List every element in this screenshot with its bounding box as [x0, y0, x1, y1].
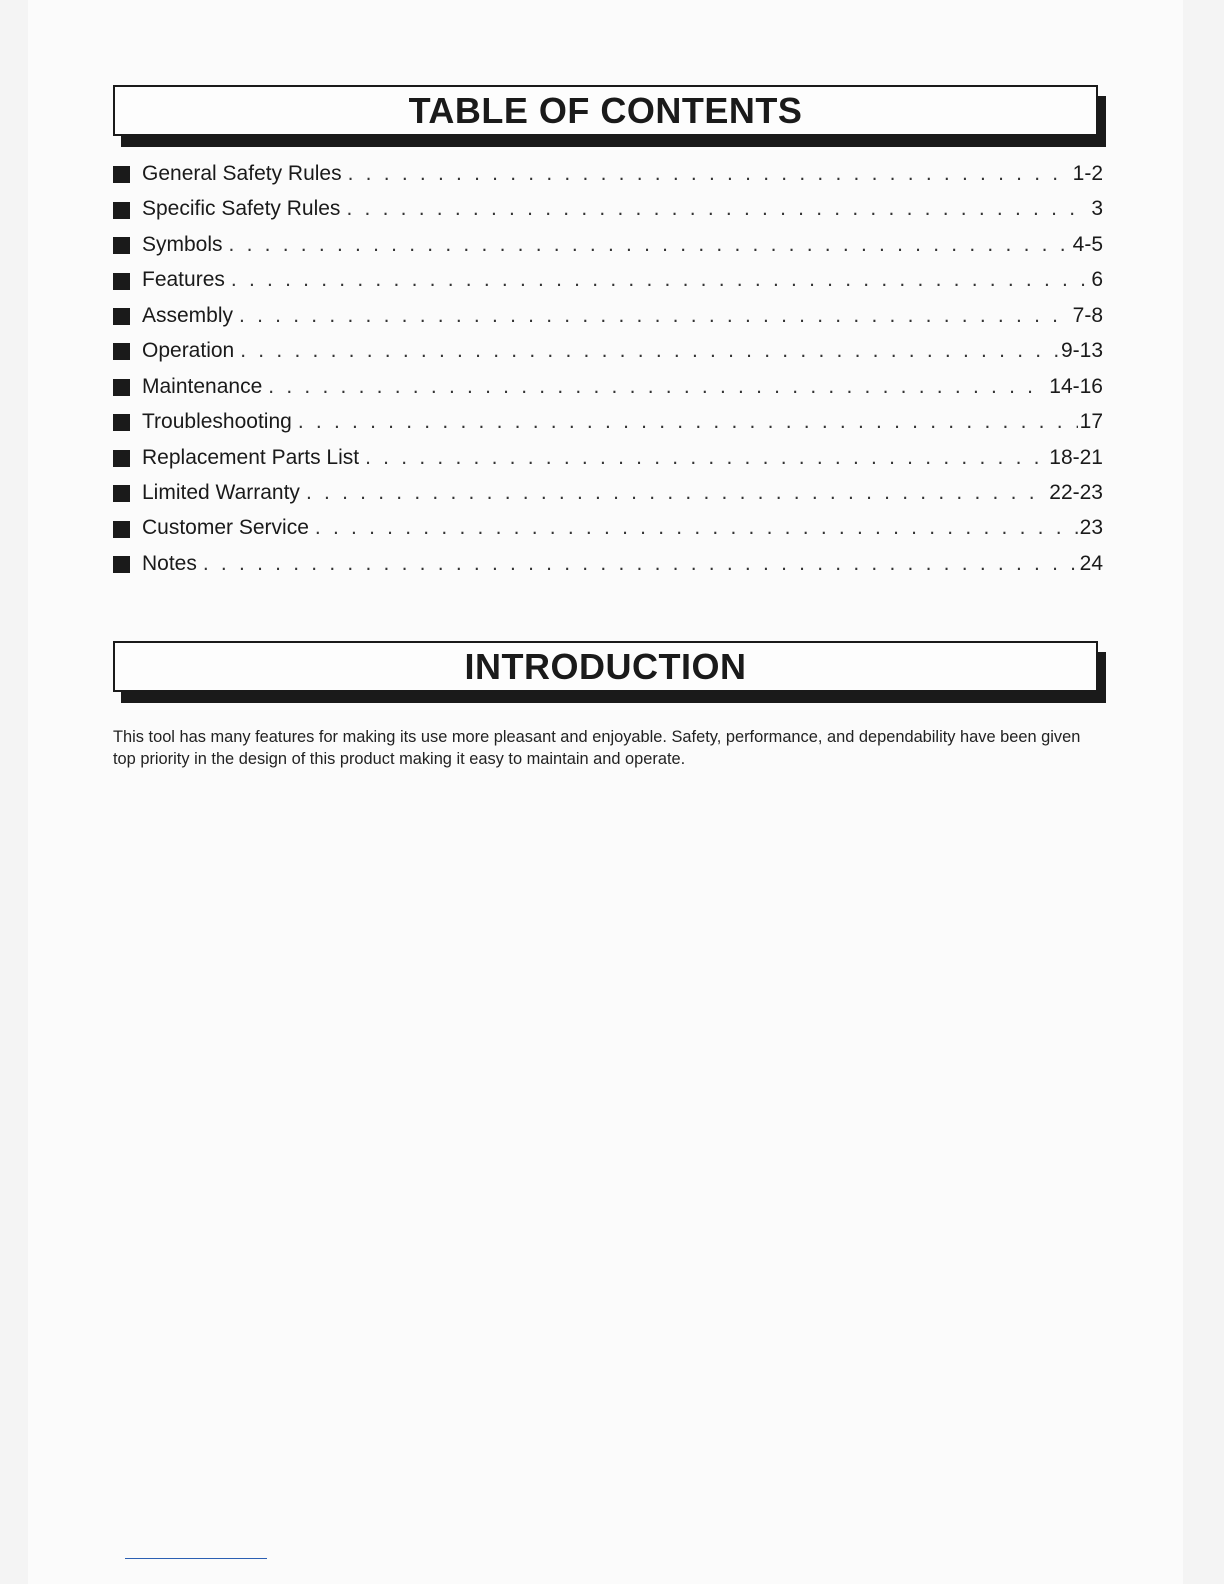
toc-item-label: Features [142, 268, 225, 292]
toc-item[interactable] [113, 440, 1103, 475]
dot-leader [348, 156, 1071, 191]
dot-leader [240, 333, 1059, 368]
square-bullet-icon [113, 414, 130, 431]
dot-leader [365, 440, 1047, 475]
square-bullet-icon [113, 166, 130, 183]
square-bullet-icon [113, 450, 130, 467]
toc-item-page: 6 [1091, 268, 1103, 292]
toc-item-label: Replacement Parts List [142, 445, 360, 469]
toc-item-label: Assembly [142, 303, 234, 327]
toc-item-page: 24 [1079, 551, 1103, 575]
toc-item-page: 14-16 [1049, 374, 1103, 398]
toc-item[interactable] [113, 475, 1103, 510]
toc-item[interactable] [113, 510, 1103, 545]
toc-item-label: Notes [142, 551, 197, 575]
toc-item-page: 7-8 [1072, 303, 1103, 327]
toc-item-page: 4-5 [1072, 232, 1103, 256]
toc-item-page: 9-13 [1060, 339, 1103, 363]
toc-item-label: General Safety Rules [142, 162, 342, 185]
toc-item-label: Limited Warranty [142, 480, 300, 504]
dot-leader [346, 191, 1089, 226]
toc-item-label: Operation [142, 339, 235, 363]
toc-item[interactable] [113, 298, 1103, 333]
toc-item-page: 17 [1079, 410, 1103, 434]
toc-item-label: Maintenance [142, 374, 263, 398]
dot-leader [231, 262, 1089, 297]
toc-item-label: Specific Safety Rules [142, 197, 341, 221]
square-bullet-icon [113, 379, 130, 396]
toc-item[interactable] [113, 262, 1103, 297]
dot-leader [239, 298, 1071, 333]
footer-rule [125, 1558, 267, 1559]
introduction-body: This tool has many features for making its use more pleasant and enjoyable. Safety, performance, and dependability have been given top priority in the design of this product making it easy to maintain and operate. [113, 728, 1081, 769]
toc-item[interactable] [113, 546, 1103, 581]
square-bullet-icon [113, 308, 130, 325]
toc-item-page: 3 [1091, 197, 1103, 221]
square-bullet-icon [113, 485, 130, 502]
dot-leader [306, 475, 1047, 510]
dot-leader [268, 369, 1047, 404]
toc-item-page: 18-21 [1049, 445, 1103, 469]
toc-item-page: 22-23 [1049, 480, 1103, 504]
dot-leader [298, 404, 1078, 439]
toc-item[interactable] [113, 191, 1103, 226]
toc-item[interactable] [113, 404, 1103, 439]
introduction-heading: INTRODUCTION [113, 641, 1098, 692]
square-bullet-icon [113, 556, 130, 573]
toc-item-page: 1-2 [1072, 162, 1103, 185]
toc-item[interactable] [113, 227, 1103, 262]
square-bullet-icon [113, 202, 130, 219]
square-bullet-icon [113, 273, 130, 290]
square-bullet-icon [113, 521, 130, 538]
toc-heading: TABLE OF CONTENTS [113, 85, 1098, 136]
square-bullet-icon [113, 343, 130, 360]
toc-item-page: 23 [1079, 516, 1103, 540]
toc-item-label: Symbols [142, 232, 223, 256]
dot-leader [203, 546, 1078, 581]
toc-item[interactable] [113, 369, 1103, 404]
toc-item-label: Troubleshooting [142, 410, 292, 434]
toc-item[interactable] [113, 156, 1103, 191]
dot-leader [229, 227, 1071, 262]
dot-leader [315, 510, 1078, 545]
toc-item-label: Customer Service [142, 516, 309, 540]
square-bullet-icon [113, 237, 130, 254]
toc-item[interactable] [113, 333, 1103, 368]
toc-list [113, 156, 1103, 581]
